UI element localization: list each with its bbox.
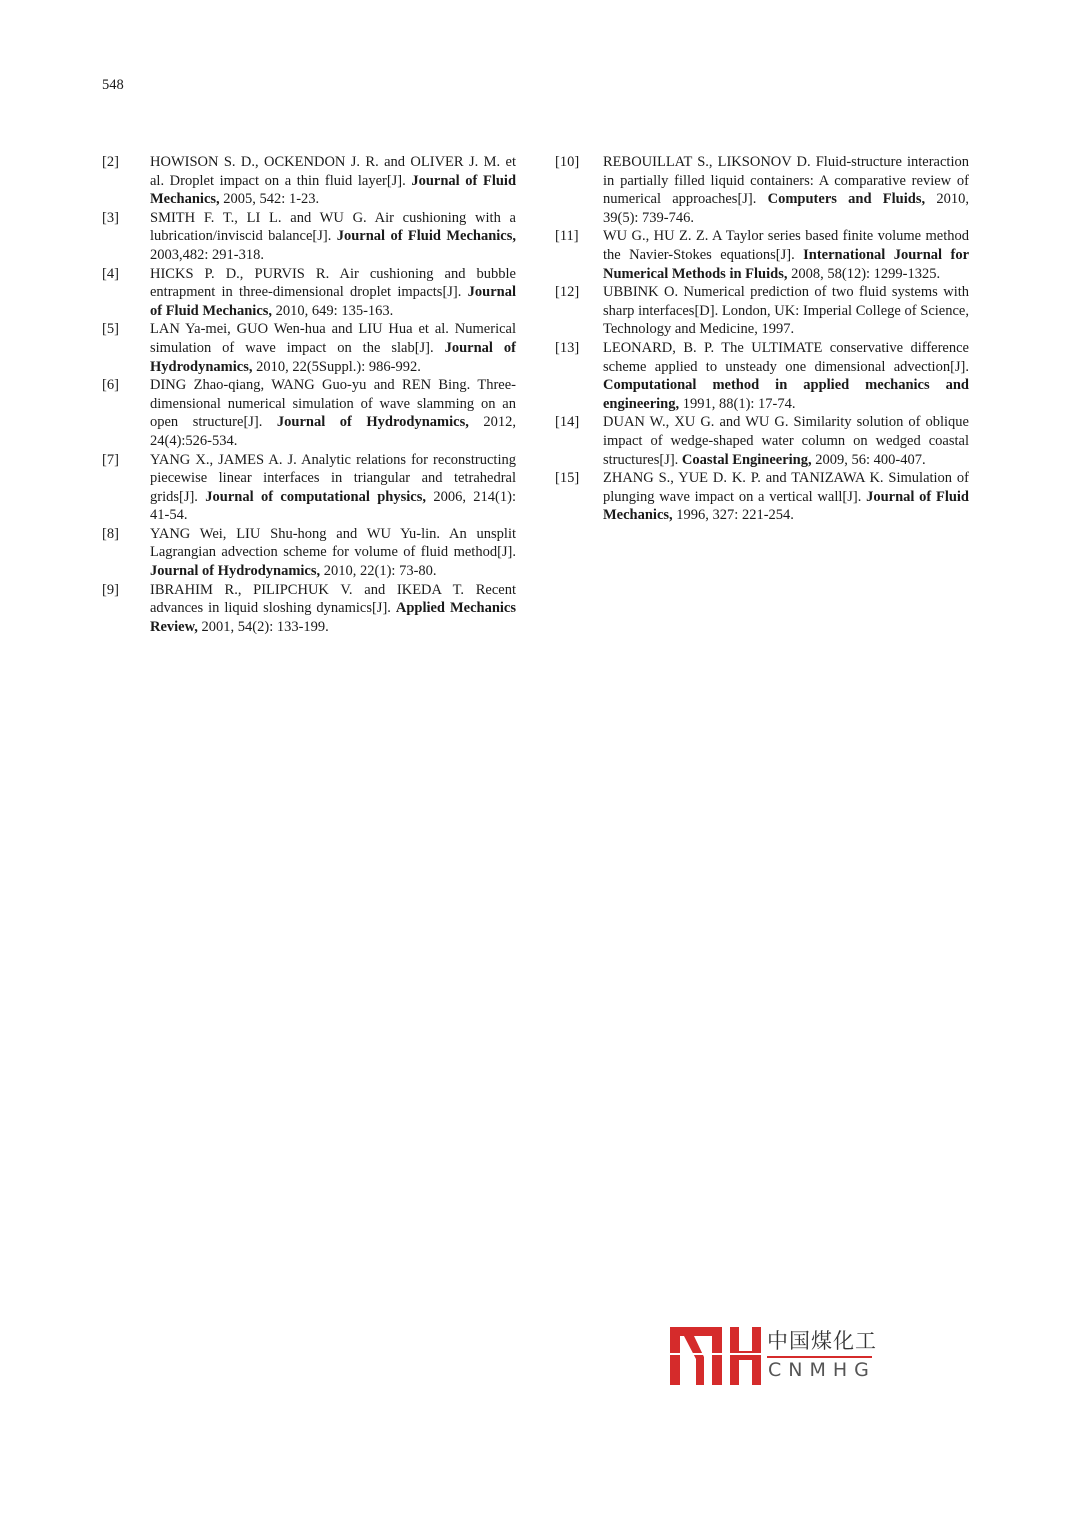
reference-text xyxy=(150,153,516,209)
reference-journal: Journal of Fluid Mechanics, xyxy=(150,172,517,208)
reference-item xyxy=(555,153,975,227)
reference-journal: Computers and Fluids, xyxy=(767,191,926,208)
reference-text xyxy=(603,469,969,525)
reference-citation-details: 2008, 58(12): 1299-1325. xyxy=(787,265,941,282)
reference-journal: Journal of Fluid Mechanics, xyxy=(603,488,969,524)
reference-citation-details: 2003,482: 291-318. xyxy=(150,246,264,263)
reference-citation-details: 2010, 22(5Suppl.): 986-992. xyxy=(252,358,421,375)
reference-citation-details: 2010, 649: 135-163. xyxy=(272,302,394,319)
reference-citation-details: 2006, 214(1): 41-54. xyxy=(150,488,516,524)
reference-authors-title: HICKS P. D., PURVIS R. Air cushioning and bubble entrapment in three-dimensional droplet impacts[J]. xyxy=(150,265,516,301)
reference-authors-title: DUAN W., XU G. and WU G. Similarity solution of oblique impact of wedge-shaped water column on wedged coastal structures[J]. xyxy=(603,414,969,468)
logo-chinese-name: 中国煤化工 xyxy=(767,1329,877,1353)
reference-authors-title: WU G., HU Z. Z. A Taylor series based finite volume method the Navier-Stokes equations[J]. xyxy=(603,228,969,263)
cnmhg-logo xyxy=(670,1325,880,1387)
reference-number: [11] xyxy=(555,228,579,245)
reference-text xyxy=(603,413,969,469)
reference-journal: Computational method in applied mechanics and engineering, xyxy=(603,377,969,412)
reference-journal: Coastal Engineering, xyxy=(681,451,812,468)
logo-divider xyxy=(767,1356,872,1358)
reference-journal: Journal of Hydrodynamics, xyxy=(276,414,469,431)
reference-item xyxy=(102,265,522,321)
reference-number: [14] xyxy=(555,414,580,431)
page-number: 548 xyxy=(102,77,124,93)
reference-journal: Journal of Fluid Mechanics, xyxy=(150,284,516,319)
reference-text xyxy=(150,320,516,376)
reference-authors-title: IBRAHIM R., PILIPCHUK V. and IKEDA T. Recent advances in liquid sloshing dynamics[J]. xyxy=(150,581,516,617)
reference-number: [8] xyxy=(102,525,119,542)
reference-journal: Applied Mechanics Review, xyxy=(150,600,516,635)
reference-journal: Journal of Hydrodynamics, xyxy=(150,563,321,580)
reference-text xyxy=(150,581,516,637)
reference-number: [15] xyxy=(555,470,580,487)
reference-item xyxy=(555,283,975,339)
reference-authors-title: DING Zhao-qiang, WANG Guo-yu and REN Bing. Three-dimensional numerical simulation of wave slamming on an open structure[J]. xyxy=(150,377,516,431)
reference-text xyxy=(603,227,969,283)
reference-text xyxy=(150,265,516,321)
references-right-column xyxy=(555,153,975,525)
reference-number: [5] xyxy=(102,321,119,338)
reference-number: [12] xyxy=(555,284,580,301)
reference-text xyxy=(150,525,516,581)
reference-number: [10] xyxy=(555,154,580,170)
reference-journal: Journal of Fluid Mechanics, xyxy=(336,228,516,245)
reference-item xyxy=(102,209,522,265)
references-left-column xyxy=(102,153,522,636)
reference-number: [3] xyxy=(102,209,119,226)
reference-journal: International Journal for Numerical Methods in Fluids, xyxy=(603,246,970,282)
reference-number: [9] xyxy=(102,581,119,598)
reference-authors-title: LAN Ya-mei, GUO Wen-hua and LIU Hua et al. Numerical simulation of wave impact on the slab[J]. xyxy=(150,321,516,356)
reference-item xyxy=(102,376,522,450)
reference-item xyxy=(102,581,522,637)
reference-item xyxy=(102,320,522,376)
reference-number: [6] xyxy=(102,377,119,394)
reference-authors-title: SMITH F. T., LI L. and WU G. Air cushioning with a lubrication/inviscid balance[J]. xyxy=(150,209,516,245)
reference-number: [13] xyxy=(555,339,580,356)
reference-number: [2] xyxy=(102,154,119,170)
reference-authors-title: YANG Wei, LIU Shu-hong and WU Yu-lin. An unsplit Lagrangian advection scheme for volume of fluid method[J]. xyxy=(150,525,516,561)
reference-citation-details: 2005, 542: 1-23. xyxy=(219,191,320,208)
reference-item xyxy=(102,451,522,525)
reference-citation-details: 1991, 88(1): 17-74. xyxy=(679,395,796,412)
reference-item xyxy=(555,339,975,413)
reference-citation-details: 2010, 22(1): 73-80. xyxy=(320,563,437,580)
reference-authors-title: YANG X., JAMES A. J. Analytic relations for reconstructing piecewise linear interfaces in triangular and tetrahedral grids[J]. xyxy=(150,451,516,505)
reference-item xyxy=(102,153,522,209)
reference-citation-details: 2001, 54(2): 133-199. xyxy=(197,618,329,635)
reference-text xyxy=(150,376,516,450)
reference-number: [4] xyxy=(102,265,119,282)
logo-english-name: CNMHG xyxy=(768,1359,876,1381)
reference-authors-title: HOWISON S. D., OCKENDON J. R. and OLIVER J. M. et al. Droplet impact on a thin fluid layer[J]. xyxy=(150,154,516,189)
reference-text xyxy=(150,209,516,265)
reference-citation-details: 2009, 56: 400-407. xyxy=(811,451,926,468)
reference-citation-details: 2012, 24(4):526-534. xyxy=(150,414,516,449)
reference-text xyxy=(603,283,969,339)
reference-number: [7] xyxy=(102,451,119,468)
reference-text xyxy=(603,153,969,227)
mh-logo-mark-icon xyxy=(670,1325,762,1387)
reference-journal: Journal of computational physics, xyxy=(205,488,426,505)
reference-citation-details: 1996, 327: 221-254. xyxy=(672,507,794,524)
reference-authors-title: ZHANG S., YUE D. K. P. and TANIZAWA K. Simulation of plunging wave impact on a vertical wall[J]. xyxy=(603,470,969,505)
reference-item xyxy=(555,469,975,525)
reference-item xyxy=(555,413,975,469)
reference-authors-title: LEONARD, B. P. The ULTIMATE conservative difference scheme applied to unsteady one dimensional advection[J]. xyxy=(603,339,969,375)
reference-authors-title: UBBINK O. Numerical prediction of two fluid systems with sharp interfaces[D]. London, UK: Imperial College of Science, Technology and Medicine, 1997. xyxy=(603,284,969,338)
reference-journal: Journal of Hydrodynamics, xyxy=(150,339,516,375)
reference-authors-title: REBOUILLAT S., LIKSONOV D. Fluid-structure interaction in partially filled liquid containers: A comparative review of numerical approaches[J]. xyxy=(603,154,969,208)
reference-item xyxy=(102,525,522,581)
reference-citation-details: 2010, 39(5): 739-746. xyxy=(603,191,969,226)
reference-text xyxy=(603,339,969,413)
reference-text xyxy=(150,451,516,525)
reference-item xyxy=(555,227,975,283)
